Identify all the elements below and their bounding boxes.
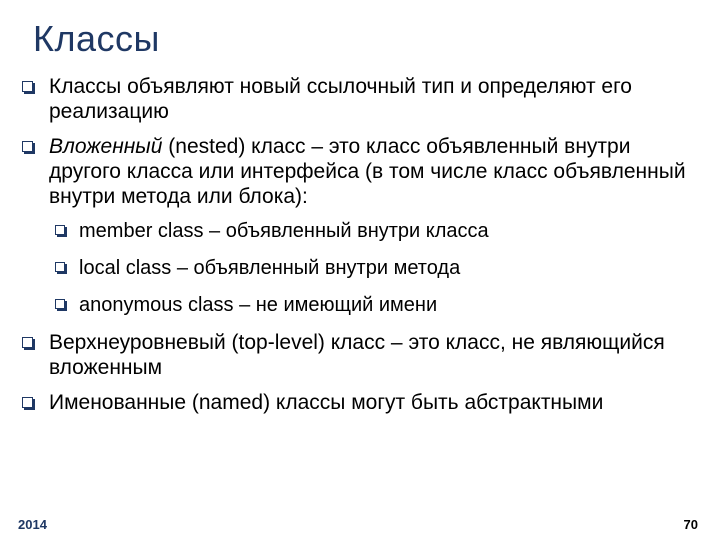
bullet-list (22, 74, 702, 425)
square-bullet-icon (55, 262, 65, 272)
bullet-text: anonymous class – не имеющий имени (79, 294, 438, 316)
page-number: 70 (683, 517, 698, 532)
bullet-text: Классы объявляют новый ссылочный тип и определяют его реализацию (49, 75, 632, 123)
bullet-text: Верхнеуровневый (top-level) класс – это класс, не являющийся вложенным (49, 331, 665, 379)
bullet-text: (nested) класс – это класс объявленный внутри другого класса или интерфейса (в том числе класс объявленный внутри метода или блока): (49, 135, 686, 208)
bullet-text: Именованные (named) классы могут быть абстрактными (49, 391, 604, 414)
sub-bullet-item (55, 293, 702, 318)
square-bullet-icon (22, 397, 33, 408)
square-bullet-icon (55, 225, 65, 235)
bullet-text: member class – объявленный внутри класса (79, 220, 489, 242)
bullet-emphasis: Вложенный (49, 135, 163, 158)
bullet-text: local class – объявленный внутри метода (79, 257, 461, 279)
square-bullet-icon (22, 337, 33, 348)
slide-title: Классы (33, 18, 160, 59)
bullet-item (22, 134, 702, 209)
square-bullet-icon (22, 81, 33, 92)
bullet-item (22, 74, 702, 124)
square-bullet-icon (55, 299, 65, 309)
sub-bullet-item (55, 256, 702, 281)
bullet-item (22, 330, 702, 380)
footer-year: 2014 (18, 517, 47, 532)
square-bullet-icon (22, 141, 33, 152)
bullet-item (22, 390, 702, 415)
sub-bullet-item (55, 219, 702, 244)
